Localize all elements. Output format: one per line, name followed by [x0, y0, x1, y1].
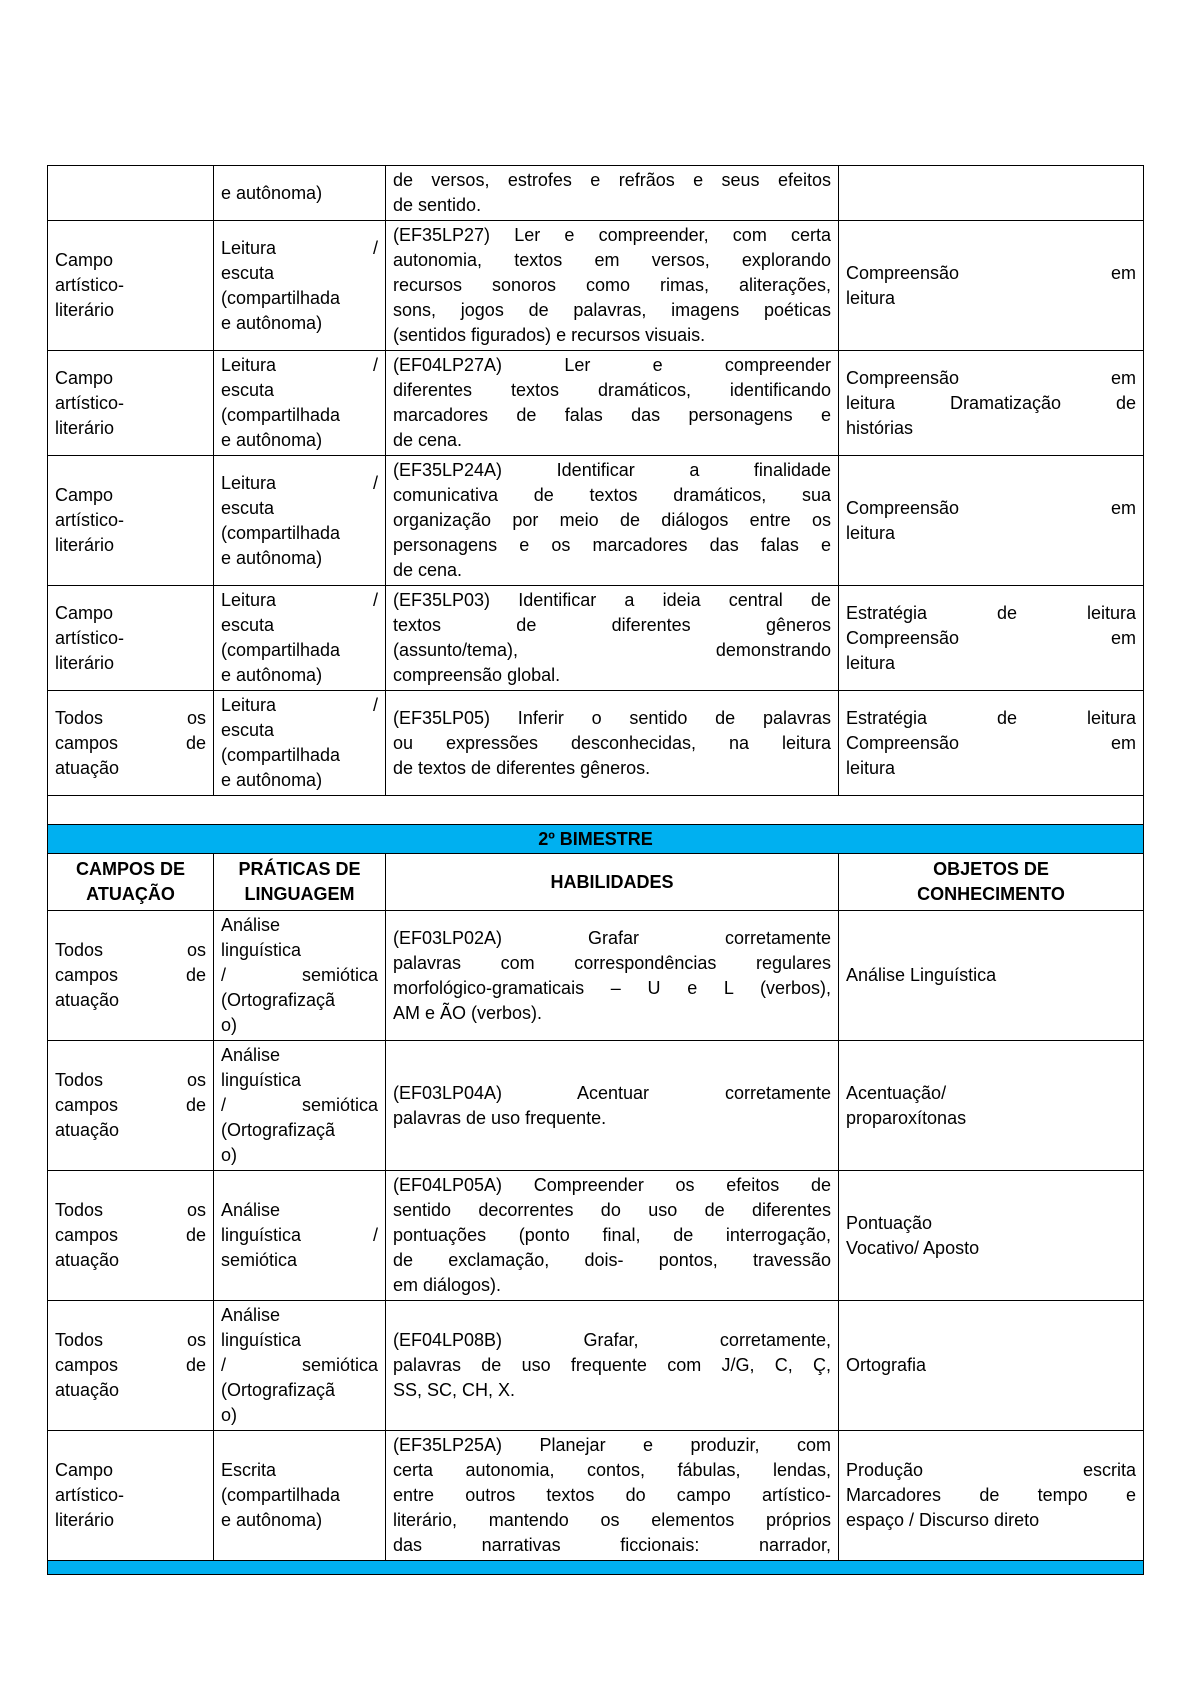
cell-objetos-de-conhecimento — [839, 456, 1144, 586]
table-row-data — [48, 1041, 1144, 1171]
text-line: (EF35LP24A) Identificar a finalidade — [393, 460, 831, 480]
text-line: Leitura / — [221, 590, 378, 610]
text-line: personagens e os marcadores das falas e — [393, 535, 831, 555]
text-line: Leitura / — [221, 237, 378, 258]
text-line: Escrita — [221, 1460, 277, 1480]
curriculum-table-body — [48, 166, 1144, 1575]
text-line: Estratégia de leitura — [846, 602, 1136, 623]
text-line: artístico- — [55, 392, 125, 413]
cell-praticas-de-linguagem — [214, 691, 386, 796]
text-line: (Ortografizaçã — [221, 1380, 336, 1400]
empty-spacer-cell — [48, 796, 1144, 825]
text-line: campos de — [55, 1355, 206, 1375]
text-line: literário — [55, 1510, 115, 1530]
text-line: de versos, estrofes e refrãos e seus efeitos — [393, 170, 831, 190]
cell-objetos-de-conhecimento — [839, 351, 1144, 456]
cell-praticas-de-linguagem — [214, 1171, 386, 1301]
cell-campos-de-atuacao — [48, 586, 214, 691]
text-line: (Ortografizaçã — [221, 990, 336, 1010]
text-line: leitura — [846, 522, 896, 543]
table-row-data — [48, 1301, 1144, 1431]
text-line: campos de — [55, 1095, 206, 1115]
text-line: o) — [221, 1145, 238, 1165]
cell-praticas-de-linguagem — [214, 1041, 386, 1171]
text-line: Campo — [55, 602, 114, 623]
cell-campos-de-atuacao — [48, 456, 214, 586]
cell-praticas-de-linguagem — [214, 351, 386, 456]
column-header-4 — [839, 854, 1144, 911]
text-line: Análise — [221, 1305, 281, 1325]
table-row-data — [48, 1431, 1144, 1561]
cell-praticas-de-linguagem — [214, 1301, 386, 1431]
table-row-data — [48, 456, 1144, 586]
text-line: (EF35LP27) Ler e compreender, com certa — [393, 225, 831, 245]
text-line: sons, jogos de palavras, imagens poéticas — [393, 300, 831, 320]
text-line: Leitura / — [221, 695, 378, 715]
text-line: SS, SC, CH, X. — [393, 1380, 516, 1400]
cell-campos-de-atuacao — [48, 1171, 214, 1301]
header-line: CONHECIMENTO — [917, 884, 1065, 904]
text-line: (EF03LP02A) Grafar corretamente — [393, 927, 831, 948]
text-line: compreensão global. — [393, 665, 561, 685]
table-row-data — [48, 166, 1144, 221]
text-line: das narrativas ficcionais: narrador, — [393, 1535, 831, 1555]
text-line: (compartilhada — [221, 405, 341, 425]
text-line: Compreensão em — [846, 262, 1136, 283]
text-line: Análise — [221, 1200, 281, 1220]
text-line: leitura Dramatização de — [846, 392, 1136, 413]
cell-habilidades — [386, 351, 839, 456]
header-line: CAMPOS DE — [75, 859, 185, 879]
text-line: atuação — [55, 1250, 120, 1270]
cell-campos-de-atuacao — [48, 351, 214, 456]
text-line: Análise — [221, 1045, 281, 1065]
cell-habilidades — [386, 911, 839, 1041]
text-line: leitura — [846, 652, 896, 673]
cell-campos-de-atuacao — [48, 221, 214, 351]
text-line: Todos os — [55, 707, 206, 728]
bimestre-banner: 2º BIMESTRE — [48, 825, 1144, 854]
text-line: Ortografia — [846, 1355, 927, 1375]
cell-campos-de-atuacao — [48, 1431, 214, 1561]
header-line: LINGUAGEM — [244, 884, 355, 904]
cell-praticas-de-linguagem — [214, 911, 386, 1041]
cell-objetos-de-conhecimento — [839, 1301, 1144, 1431]
text-line: (sentidos figurados) e recursos visuais. — [393, 325, 706, 345]
table-row-data — [48, 351, 1144, 456]
text-line: de textos de diferentes gêneros. — [393, 757, 651, 778]
column-header-2 — [214, 854, 386, 911]
text-line: entre outros textos do campo artístico- — [393, 1485, 831, 1505]
cell-objetos-de-conhecimento — [839, 1431, 1144, 1561]
text-line: (EF04LP08B) Grafar, corretamente, — [393, 1330, 831, 1350]
text-line: (EF35LP03) Identificar a ideia central de — [393, 590, 831, 610]
text-line: (EF35LP05) Inferir o sentido de palavras — [393, 707, 831, 728]
text-line: (compartilhada — [221, 640, 341, 660]
text-line: AM e ÃO (verbos). — [393, 1002, 543, 1023]
header-line: PRÁTICAS DE — [238, 859, 361, 879]
header-line: HABILIDADES — [550, 871, 674, 892]
text-line: atuação — [55, 757, 120, 778]
text-line: marcadores de falas das personagens e — [393, 405, 831, 425]
cell-objetos-de-conhecimento — [839, 1171, 1144, 1301]
text-line: Campo — [55, 250, 114, 270]
text-line: e autônoma) — [221, 547, 323, 568]
text-line: Vocativo/ Aposto — [846, 1237, 980, 1258]
table-row-banner — [48, 825, 1144, 854]
text-line: Campo — [55, 367, 114, 388]
text-line: palavras com correspondências regulares — [393, 952, 831, 973]
text-line: de cena. — [393, 560, 463, 580]
table-row-spacer — [48, 796, 1144, 825]
cell-habilidades — [386, 691, 839, 796]
text-line: Todos os — [55, 940, 206, 960]
text-line: recursos sonoros como rimas, aliterações, — [393, 275, 831, 295]
table-row-data — [48, 586, 1144, 691]
text-line: Pontuação — [846, 1212, 933, 1233]
cell-objetos-de-conhecimento — [839, 221, 1144, 351]
cell-objetos-de-conhecimento — [839, 166, 1144, 221]
header-line: OBJETOS DE — [933, 859, 1049, 879]
column-header-3 — [386, 854, 839, 911]
text-line: palavras de uso frequente com J/G, C, Ç, — [393, 1355, 831, 1375]
text-line: organização por meio de diálogos entre os — [393, 510, 831, 530]
text-line: linguística — [221, 1330, 302, 1350]
next-bimestre-banner-partial — [48, 1561, 1144, 1575]
text-line: Análise Linguística — [846, 965, 997, 985]
text-line: autonomia, textos em versos, explorando — [393, 250, 831, 270]
text-line: morfológico-gramaticais – U e L (verbos), — [393, 977, 831, 998]
text-line: literário, mantendo os elementos próprios — [393, 1510, 831, 1530]
text-line: escuta — [221, 497, 275, 518]
text-line: atuação — [55, 1120, 120, 1140]
text-line: (EF35LP25A) Planejar e produzir, com — [393, 1435, 831, 1455]
text-line: de cena. — [393, 430, 463, 450]
text-line: Acentuação/ — [846, 1082, 947, 1103]
cell-objetos-de-conhecimento — [839, 586, 1144, 691]
table-row-data — [48, 221, 1144, 351]
text-line: escuta — [221, 380, 275, 400]
cell-habilidades — [386, 456, 839, 586]
text-line: Compreensão em — [846, 732, 1136, 753]
text-line: o) — [221, 1405, 238, 1425]
cell-campos-de-atuacao — [48, 911, 214, 1041]
text-line: Análise — [221, 915, 281, 935]
text-line: e autônoma) — [221, 1510, 323, 1530]
text-line: Compreensão em — [846, 367, 1136, 388]
text-line: (compartilhada — [221, 287, 341, 308]
text-line: (EF04LP27A) Ler e compreender — [393, 355, 831, 375]
text-line: campos de — [55, 1225, 206, 1245]
text-line: literário — [55, 652, 115, 673]
text-line: proparoxítonas — [846, 1107, 967, 1128]
text-line: (EF04LP05A) Compreender os efeitos de — [393, 1175, 831, 1195]
text-line: / semiótica — [221, 1095, 378, 1115]
text-line: certa autonomia, contos, fábulas, lendas, — [393, 1460, 831, 1480]
text-line: comunicativa de textos dramáticos, sua — [393, 485, 831, 505]
text-line: / semiótica — [221, 1355, 378, 1375]
cell-objetos-de-conhecimento — [839, 911, 1144, 1041]
text-line: Compreensão em — [846, 497, 1136, 518]
text-line: Todos os — [55, 1070, 206, 1090]
text-line: leitura — [846, 287, 896, 308]
curriculum-table — [47, 165, 1144, 1575]
text-line: escuta — [221, 615, 275, 635]
text-line: o) — [221, 1015, 238, 1035]
text-line: Marcadores de tempo e — [846, 1485, 1136, 1505]
text-line: Leitura / — [221, 355, 378, 375]
cell-campos-de-atuacao — [48, 1301, 214, 1431]
text-line: espaço / Discurso direto — [846, 1510, 1040, 1530]
text-line: diferentes textos dramáticos, identificando — [393, 380, 831, 400]
text-line: ou expressões desconhecidas, na leitura — [393, 732, 831, 753]
table-row-data — [48, 691, 1144, 796]
text-line: e autônoma) — [221, 770, 323, 790]
text-line: escuta — [221, 720, 275, 740]
text-line: artístico- — [55, 275, 125, 295]
cell-habilidades — [386, 221, 839, 351]
text-line: pontuações (ponto final, de interrogação, — [393, 1225, 831, 1245]
text-line: literário — [55, 535, 115, 555]
text-line: de exclamação, dois- pontos, travessão — [393, 1250, 831, 1270]
text-line: (Ortografizaçã — [221, 1120, 336, 1140]
text-line: e autônoma) — [221, 665, 323, 685]
cell-habilidades — [386, 586, 839, 691]
text-line: escuta — [221, 262, 275, 283]
text-line: linguística — [221, 940, 302, 960]
table-row-banner — [48, 1561, 1144, 1575]
cell-habilidades — [386, 1431, 839, 1561]
text-line: Produção escrita — [846, 1460, 1136, 1480]
table-row-data — [48, 911, 1144, 1041]
column-header-1 — [48, 854, 214, 911]
text-line: / semiótica — [221, 965, 378, 985]
text-line: semiótica — [221, 1250, 298, 1270]
text-line: literário — [55, 300, 115, 320]
cell-praticas-de-linguagem — [214, 221, 386, 351]
text-line: campos de — [55, 965, 206, 985]
cell-objetos-de-conhecimento — [839, 691, 1144, 796]
cell-habilidades — [386, 1041, 839, 1171]
text-line: e autônoma) — [221, 182, 323, 203]
cell-campos-de-atuacao — [48, 691, 214, 796]
text-line: artístico- — [55, 1485, 125, 1505]
text-line: (compartilhada — [221, 1485, 341, 1505]
text-line: palavras de uso frequente. — [393, 1107, 607, 1128]
text-line: Campo — [55, 1460, 114, 1480]
text-line: Estratégia de leitura — [846, 707, 1136, 728]
text-line: de sentido. — [393, 195, 482, 215]
cell-habilidades — [386, 166, 839, 221]
text-line: Campo — [55, 485, 114, 505]
text-line: (compartilhada — [221, 745, 341, 765]
text-line: e autônoma) — [221, 312, 323, 333]
cell-praticas-de-linguagem — [214, 586, 386, 691]
text-line: histórias — [846, 417, 914, 438]
text-line: Compreensão em — [846, 627, 1136, 648]
text-line: sentido decorrentes do uso de diferentes — [393, 1200, 831, 1220]
text-line: Leitura / — [221, 472, 378, 493]
text-line: atuação — [55, 1380, 120, 1400]
table-row-data — [48, 1171, 1144, 1301]
cell-habilidades — [386, 1171, 839, 1301]
text-line: leitura — [846, 757, 896, 778]
text-line: (assunto/tema), demonstrando — [393, 640, 831, 660]
cell-praticas-de-linguagem — [214, 166, 386, 221]
cell-objetos-de-conhecimento — [839, 1041, 1144, 1171]
cell-campos-de-atuacao — [48, 166, 214, 221]
cell-praticas-de-linguagem — [214, 456, 386, 586]
cell-praticas-de-linguagem — [214, 1431, 386, 1561]
text-line: literário — [55, 417, 115, 438]
table-row-header — [48, 854, 1144, 911]
text-line: atuação — [55, 990, 120, 1010]
text-line: linguística — [221, 1070, 302, 1090]
text-line: campos de — [55, 732, 206, 753]
text-line: (compartilhada — [221, 522, 341, 543]
text-line: em diálogos). — [393, 1275, 502, 1295]
text-line: textos de diferentes gêneros — [393, 615, 831, 635]
text-line: artístico- — [55, 510, 125, 530]
text-line: Todos os — [55, 1200, 206, 1220]
text-line: (EF03LP04A) Acentuar corretamente — [393, 1082, 831, 1103]
cell-campos-de-atuacao — [48, 1041, 214, 1171]
cell-habilidades — [386, 1301, 839, 1431]
text-line: e autônoma) — [221, 430, 323, 450]
text-line: Todos os — [55, 1330, 206, 1350]
text-line: artístico- — [55, 627, 125, 648]
text-line: linguística / — [221, 1225, 378, 1245]
header-line: ATUAÇÃO — [86, 884, 175, 904]
